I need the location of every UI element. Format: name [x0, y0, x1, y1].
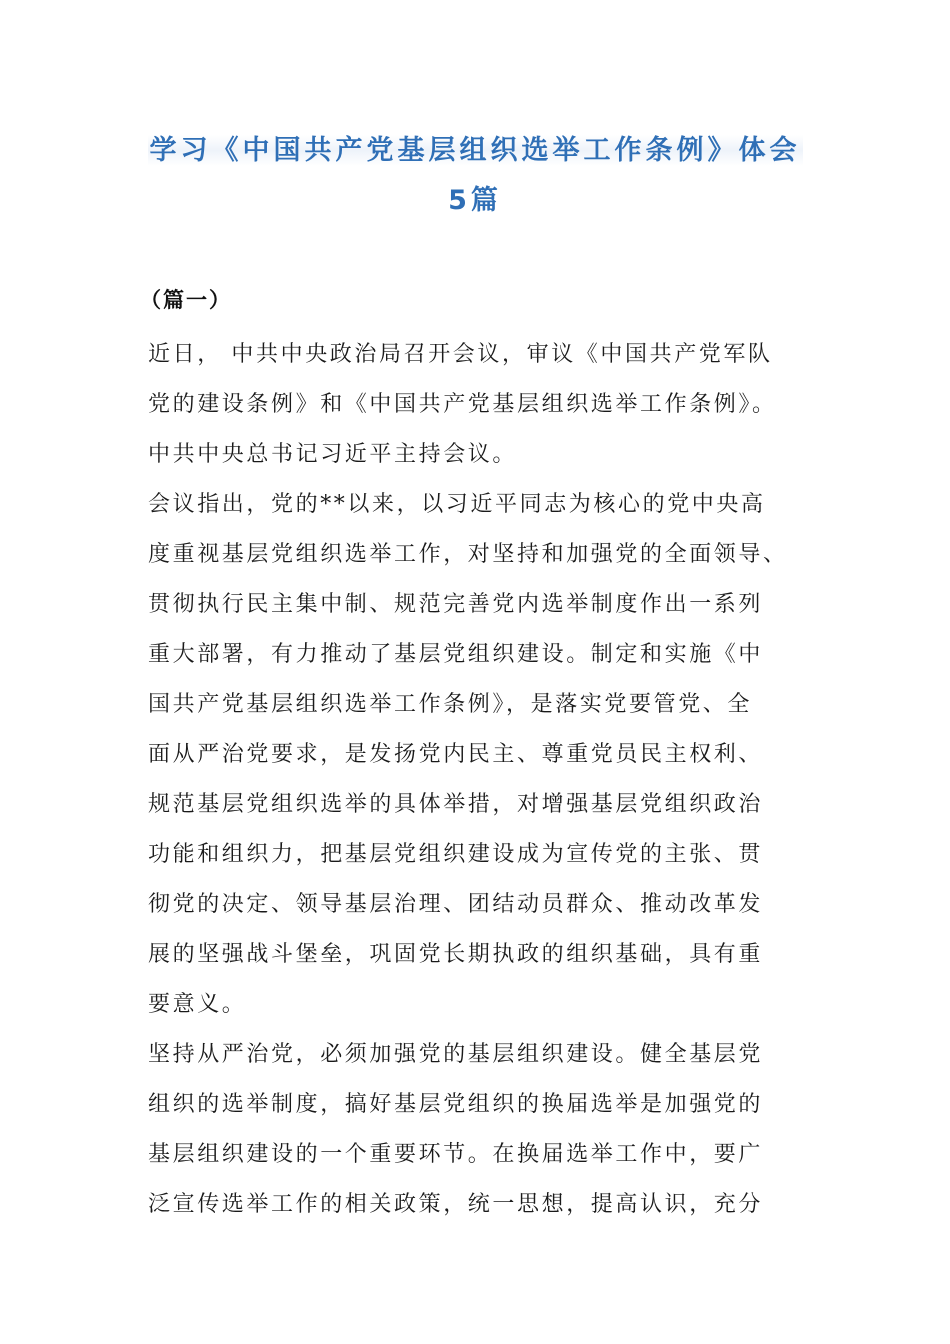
paragraph: 近日， 中共中央政治局召开会议，审议《中国共产党军队 党的建设条例》和《中国共产党基层组织选举工作条例》。 中共中央总书记习近平主持会议。 [148, 342, 777, 467]
title-line-1-wrap [0, 126, 950, 176]
title-line-2-wrap [0, 176, 950, 226]
section-heading: （篇一） [140, 288, 232, 312]
title-line-1: 学习《中国共产党基层组织选举工作条例》体会 [149, 135, 801, 166]
paragraph: 坚持从严治党，必须加强党的基层组织建设。健全基层党 组织的选举制度，搞好基层党组织的换届选举是加强党的 基层组织建设的一个重要环节。在换届选举工作中，要广 泛宣传选举工作的相关政策，统一思想，提高认识，充分 [148, 1042, 764, 1217]
paragraph: 会议指出，党的**以来，以习近平同志为核心的党中央高 度重视基层党组织选举工作，对坚持和加强党的全面领导、 贯彻执行民主集中制、规范完善党内选举制度作出一系列 重大部署，有力推动了基层党组织建设。制定和实施《中 国共产党基层组织选举工作条例》，是落实党要管党、全 面从严治党要求，是发扬党内民主、尊重党员民主权利、 规范基层党组织选举的具体举措，对增强基层党组织政治 功能和组织力，把基层党组织建设成为宣传党的主张、贯 彻党的决定、领导基层治理、团结动员群众、推动改革发 展的坚强战斗堡垒，巩固党长期执政的组织基础，具有重 要意义。 [148, 492, 788, 1017]
body-text [148, 330, 798, 1230]
title-line-2: 5篇 [448, 185, 502, 216]
document-title [0, 126, 950, 226]
